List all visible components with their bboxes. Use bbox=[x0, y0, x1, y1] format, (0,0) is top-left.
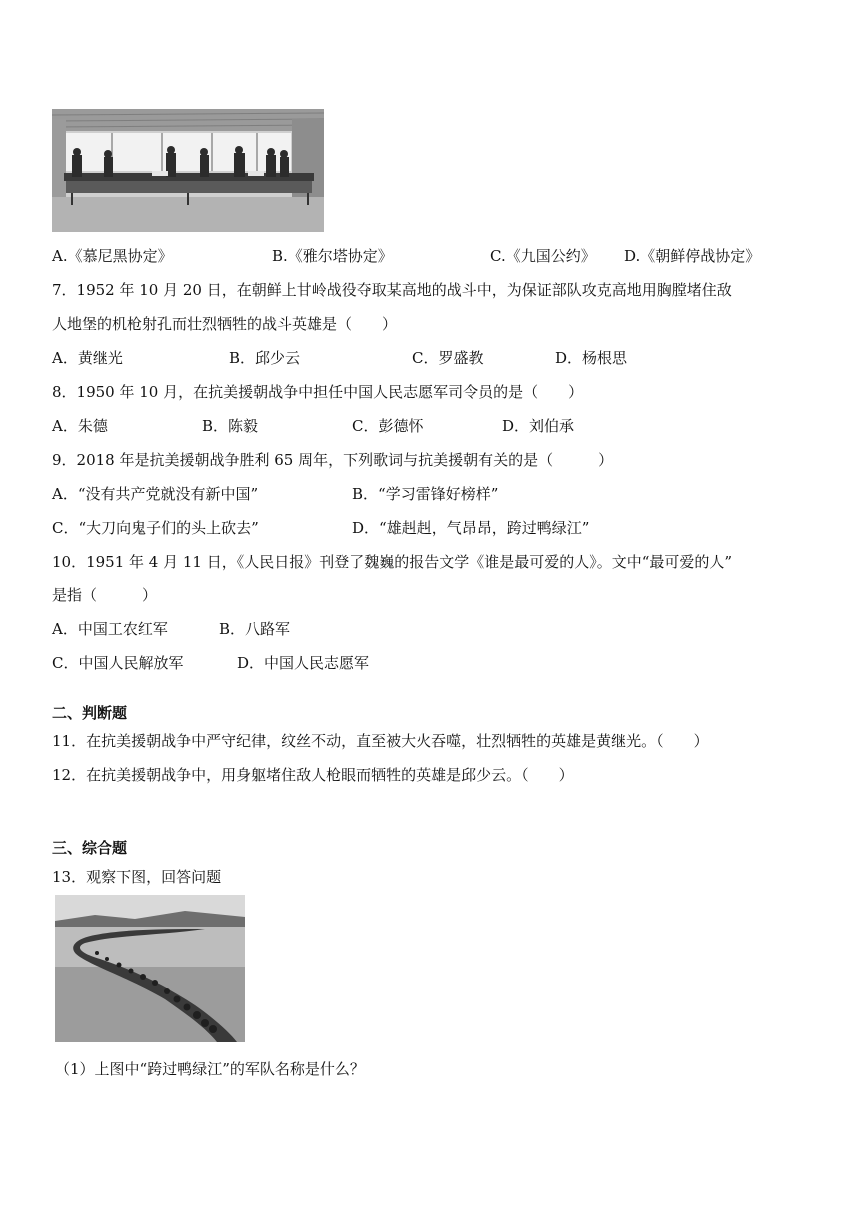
q9-option-a: A．“没有共产党就没有新中国” bbox=[52, 485, 259, 503]
q13-subquestion-1: （1）上图中“跨过鸭绿江”的军队名称是什么？ bbox=[55, 1060, 365, 1078]
q12-statement: 12．在抗美援朝战争中，用身躯堵住敌人枪眼而牺牲的英雄是邱少云。（ ） bbox=[52, 766, 574, 784]
section3-heading: 三、综合题 bbox=[52, 839, 128, 857]
q10-option-a: A．中国工农红军 bbox=[52, 620, 168, 638]
q7-option-c: C．罗盛教 bbox=[412, 349, 484, 367]
q8-option-d: D．刘伯承 bbox=[502, 417, 575, 435]
armistice-signing-photo bbox=[52, 109, 324, 232]
q7-option-a: A．黄继光 bbox=[52, 349, 123, 367]
q7-option-b: B．邱少云 bbox=[229, 349, 301, 367]
q8-option-b: B．陈毅 bbox=[202, 417, 259, 435]
yalu-crossing-photo bbox=[55, 895, 245, 1042]
q9-option-b: B．“学习雷锋好榜样” bbox=[352, 485, 499, 503]
q10-stem-line1: 10．1951 年 4 月 11 日，《人民日报》刊登了魏巍的报告文学《谁是最可爱的人》。文中“最可爱的人” bbox=[52, 553, 733, 571]
q6-option-c: C.《九国公约》 bbox=[490, 247, 596, 265]
section2-heading: 二、判断题 bbox=[52, 704, 128, 722]
q10-stem-line2: 是指（ ） bbox=[52, 586, 158, 604]
q9-stem: 9．2018 年是抗美援朝战争胜利 65 周年，下列歌词与抗美援朝有关的是（ ） bbox=[52, 451, 614, 469]
q10-option-c: C．中国人民解放军 bbox=[52, 654, 184, 672]
q8-option-a: A．朱德 bbox=[52, 417, 108, 435]
q6-option-d: D.《朝鲜停战协定》 bbox=[624, 247, 761, 265]
q9-option-d: D．“雄赳赳，气昂昂，跨过鸭绿江” bbox=[352, 519, 590, 537]
q7-stem-line2: 人地堡的机枪射孔而壮烈牺牲的战斗英雄是（ ） bbox=[52, 315, 398, 333]
q6-option-b: B.《雅尔塔协定》 bbox=[272, 247, 393, 265]
q7-stem-line1: 7．1952 年 10 月 20 日，在朝鲜上甘岭战役夺取某高地的战斗中，为保证部队攻克高地用胸膛堵住敌 bbox=[52, 281, 732, 299]
q11-statement: 11．在抗美援朝战争中严守纪律，纹丝不动，直至被大火吞噬，壮烈牺牲的英雄是黄继光。（ ） bbox=[52, 732, 709, 750]
q13-stem: 13．观察下图，回答问题 bbox=[52, 868, 222, 886]
q9-option-c: C．“大刀向鬼子们的头上砍去” bbox=[52, 519, 259, 537]
q10-option-d: D．中国人民志愿军 bbox=[237, 654, 370, 672]
q7-option-d: D．杨根思 bbox=[555, 349, 628, 367]
q8-stem: 8．1950 年 10 月，在抗美援朝战争中担任中国人民志愿军司令员的是（ ） bbox=[52, 383, 584, 401]
q10-option-b: B．八路军 bbox=[219, 620, 291, 638]
q8-option-c: C．彭德怀 bbox=[352, 417, 424, 435]
q6-option-a: A.《慕尼黑协定》 bbox=[52, 247, 173, 265]
